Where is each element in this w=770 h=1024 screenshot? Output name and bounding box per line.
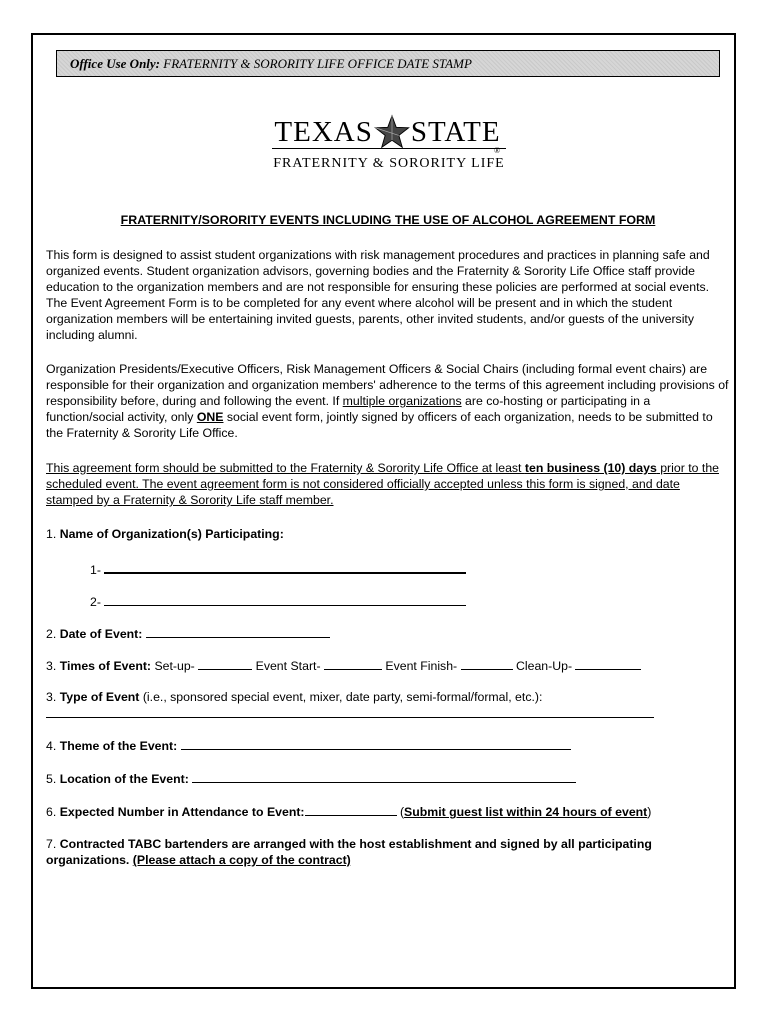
setup-label: Set-up-	[151, 659, 195, 673]
cleanup-label: Clean-Up-	[512, 659, 573, 673]
q6-attendance	[46, 803, 651, 820]
setup-input[interactable]	[198, 657, 252, 670]
q1-org-name	[46, 526, 284, 542]
responsibility-paragraph	[46, 361, 730, 441]
start-label: Event Start-	[252, 659, 321, 673]
q1-line-1	[90, 560, 466, 578]
q7-label: Contracted TABC bartenders are arranged with the host establishment and signed by all participating organizations.	[46, 837, 652, 867]
stamp-label: Office Use Only:	[70, 56, 161, 71]
q3-number: 3.	[46, 659, 60, 673]
theme-input[interactable]	[181, 737, 571, 750]
q7-number: 7.	[46, 837, 60, 851]
logo-subtitle: FRATERNITY & SORORITY LIFE	[273, 156, 505, 171]
q6-label: Expected Number in Attendance to Event:	[59, 805, 305, 819]
q3-type-line	[46, 705, 654, 722]
logo-rule	[272, 148, 506, 149]
registered-mark: ®	[494, 146, 501, 155]
q6-paren-open: (	[396, 805, 405, 819]
office-use-stamp-box	[56, 50, 720, 77]
q1-label: Name of Organization(s) Participating:	[59, 527, 284, 541]
para3-text-c: prior to the scheduled event. The event agreement form is not considered officially accepted unless this form is signed, and date stamped by a Fraternity & Sorority Life staff member.	[46, 461, 719, 507]
q4-number: 4.	[46, 739, 60, 753]
form-title: FRATERNITY/SORORITY EVENTS INCLUDING THE USE OF ALCOHOL AGREEMENT FORM	[120, 213, 656, 227]
q2-date	[46, 625, 330, 642]
q5-number: 5.	[46, 772, 60, 786]
logo-word-texas: TEXAS	[274, 115, 373, 148]
q3b-number: 3.	[46, 690, 60, 704]
q7-contract-note: (Please attach a copy of the contract)	[132, 853, 351, 867]
cleanup-input[interactable]	[575, 657, 641, 670]
q6-number: 6.	[46, 805, 60, 819]
q7-tabc	[46, 836, 730, 868]
para2-text-a: Organization Presidents/Executive Officers, Risk Management Officers & Social Chairs (including formal event chairs) are responsible for their organization and organization members' adherence to the terms of this agreement including provisions of responsibility before, during and following the event. If	[46, 362, 729, 408]
para3-text-a: This agreement form should be submitted to the Fraternity & Sorority Life Office at least	[46, 461, 525, 475]
submission-paragraph	[46, 460, 730, 508]
q2-number: 2.	[46, 627, 60, 641]
q1-line2-prefix: 2-	[90, 595, 101, 609]
q4-label: Theme of the Event:	[59, 739, 178, 753]
para2-text-e: social event form, jointly signed by officers of each organization, needs to be submitted to the Fraternity & Sorority Life Office.	[46, 410, 713, 440]
star-icon	[374, 114, 410, 150]
q3b-hint: (i.e., sponsored special event, mixer, date party, semi-formal/formal, etc.):	[139, 690, 543, 704]
para3-ten-days: ten business (10) days	[524, 461, 657, 475]
para2-multiple-orgs: multiple organizations	[342, 394, 462, 408]
q5-label: Location of the Event:	[59, 772, 189, 786]
texas-state-logo	[250, 116, 525, 176]
q1-number: 1.	[46, 527, 60, 541]
para2-text-c: are co-hosting or participating in a function/social activity, only	[46, 394, 651, 424]
finish-input[interactable]	[461, 657, 513, 670]
attendance-input[interactable]	[305, 803, 397, 816]
q4-theme	[46, 737, 571, 754]
intro-paragraph: This form is designed to assist student organizations with risk management procedures and practices in planning safe and organized events. Student organization advisors, governing bodies and the Fraternity & Sorority Life Office staff provide education to the organization members and are not responsible for ensuring these policies are performed at social events. The Event Agreement Form is to be completed for any event where alcohol will be present and in which the student organization members will be entertaining invited guests, parents, other invited students, and/or guests of the university including alumni.	[46, 248, 710, 342]
finish-label: Event Finish-	[381, 659, 458, 673]
q3-type-of-event	[46, 689, 542, 705]
q1-line1-prefix: 1-	[90, 563, 101, 577]
org-2-input[interactable]	[104, 593, 466, 606]
location-input[interactable]	[192, 770, 576, 783]
date-input[interactable]	[146, 625, 330, 638]
para2-one: ONE	[196, 410, 224, 424]
stamp-text: FRATERNITY & SORORITY LIFE OFFICE DATE STAMP	[160, 56, 472, 71]
q2-label: Date of Event:	[59, 627, 143, 641]
org-1-input[interactable]	[104, 560, 466, 574]
logo-word-state: STATE	[410, 115, 501, 148]
q1-line-2	[90, 593, 466, 610]
q3-label: Times of Event:	[59, 659, 152, 673]
q6-paren-close: )	[647, 805, 652, 819]
type-of-event-input[interactable]	[46, 705, 654, 718]
q5-location	[46, 770, 576, 787]
q6-guest-list-note: Submit guest list within 24 hours of event	[404, 805, 648, 819]
q3-times	[46, 657, 641, 674]
start-input[interactable]	[324, 657, 382, 670]
q3b-label: Type of Event	[59, 690, 140, 704]
